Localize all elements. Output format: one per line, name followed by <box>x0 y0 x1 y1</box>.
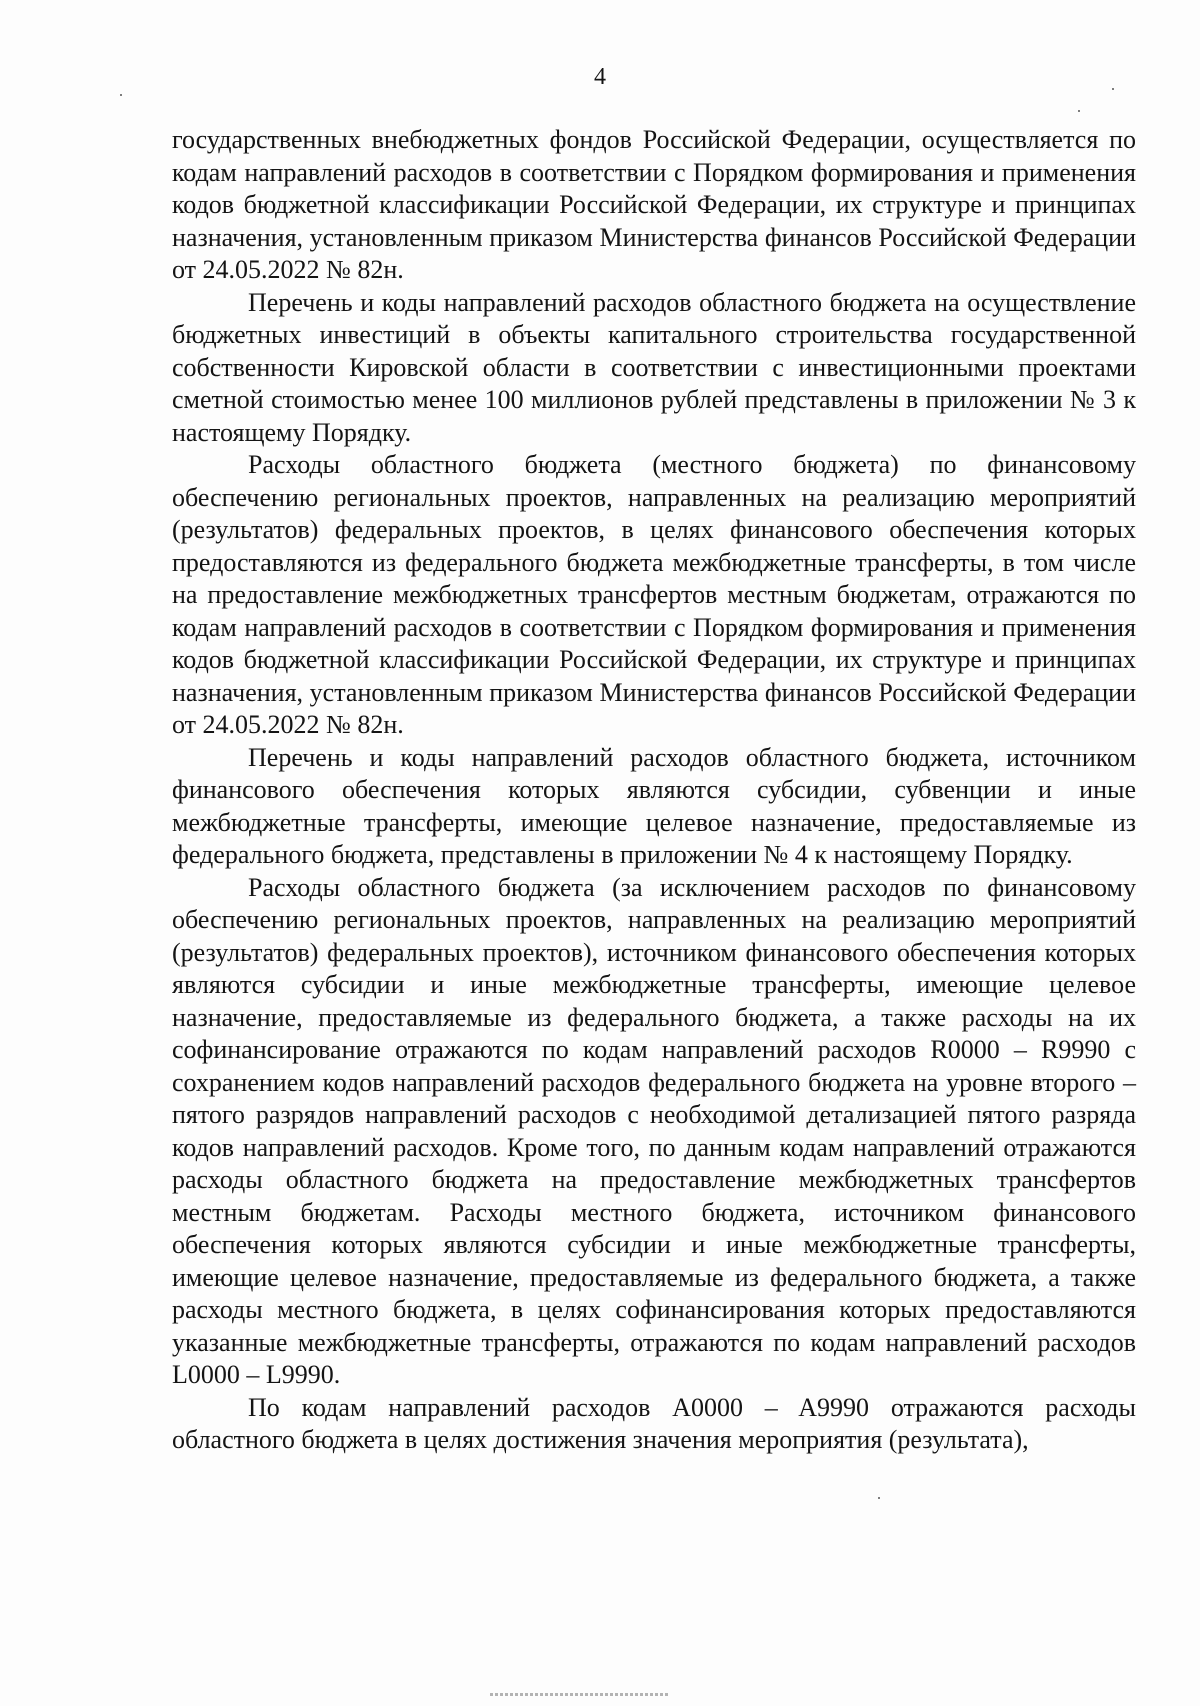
scan-speck <box>1078 110 1080 112</box>
paragraph-6: По кодам направлений расходов A0000 – A9990 отражаются расходы областного бюджета в целях достижения значения мероприятия (результата), <box>172 1392 1136 1454</box>
paragraph-3: Расходы областного бюджета (местного бюджета) по финансовому обеспечению региональных проектов, направленных на реализацию мероприятий (результатов) федеральных проектов, в целях финансового обеспечения которых предоставляются из федерального бюджета межбюджетные трансферты, в том числе на предоставление межбюджетных трансфертов местным бюджетам, отражаются по кодам направлений расходов в соответствии с Порядком формирования и применения кодов бюджетной классификации Российской Федерации, их структуре и принципах назначения, установленным приказом Министерства финансов Российской Федерации от 24.05.2022 № 82н. <box>172 450 1136 739</box>
paragraph-2: Перечень и коды направлений расходов областного бюджета на осуществление бюджетных инвестиций в объекты капитального строительства государственной собственности Кировской области в соответствии с инвестиционными проектами сметной стоимостью менее 100 миллионов рублей представлены в приложении № 3 к настоящему Порядку. <box>172 287 1136 447</box>
paragraph-4: Перечень и коды направлений расходов областного бюджета, источником финансового обеспечения которых являются субсидии, субвенции и иные межбюджетные трансферты, имеющие целевое назначение, предоставляемые из федерального бюджета, представлены в приложении № 4 к настоящему Порядку. <box>172 742 1136 869</box>
document-body <box>172 124 1136 1457</box>
paragraph-5: Расходы областного бюджета (за исключением расходов по финансовому обеспечению региональных проектов, направленных на реализацию мероприятий (результатов) федеральных проектов), источником финансового обеспечения которых являются субсидии и иные межбюджетные трансферты, имеющие целевое назначение, предоставляемые из федерального бюджета, а также расходы на их софинансирование отражаются по кодам направлений расходов R0000 – R9990 с сохранением кодов направлений расходов федерального бюджета на уровне второго – пятого разрядов направлений расходов с необходимой детализацией пятого разряда кодов направлений расходов. Кроме того, по данным кодам направлений отражаются расходы областного бюджета на предоставление межбюджетных трансфертов местным бюджетам. Расходы местного бюджета, источником финансового обеспечения которых являются субсидии и иные межбюджетные трансферты, имеющие целевое назначение, предоставляемые из федерального бюджета, а также расходы местного бюджета, в целях софинансирования которых предоставляются указанные межбюджетные трансферты, отражаются по кодам направлений расходов L0000 – L9990. <box>172 872 1136 1389</box>
scan-edge-line <box>490 1693 670 1696</box>
scan-speck <box>878 1497 880 1499</box>
scan-speck <box>1112 88 1114 90</box>
paragraph-1: государственных внебюджетных фондов Российской Федерации, осуществляется по кодам направлений расходов в соответствии с Порядком формирования и применения кодов бюджетной классификации Российской Федерации, их структуре и принципах назначения, установленным приказом Министерства финансов Российской Федерации от 24.05.2022 № 82н. <box>172 125 1136 284</box>
scan-speck <box>120 94 122 96</box>
page-number: 4 <box>594 64 606 90</box>
